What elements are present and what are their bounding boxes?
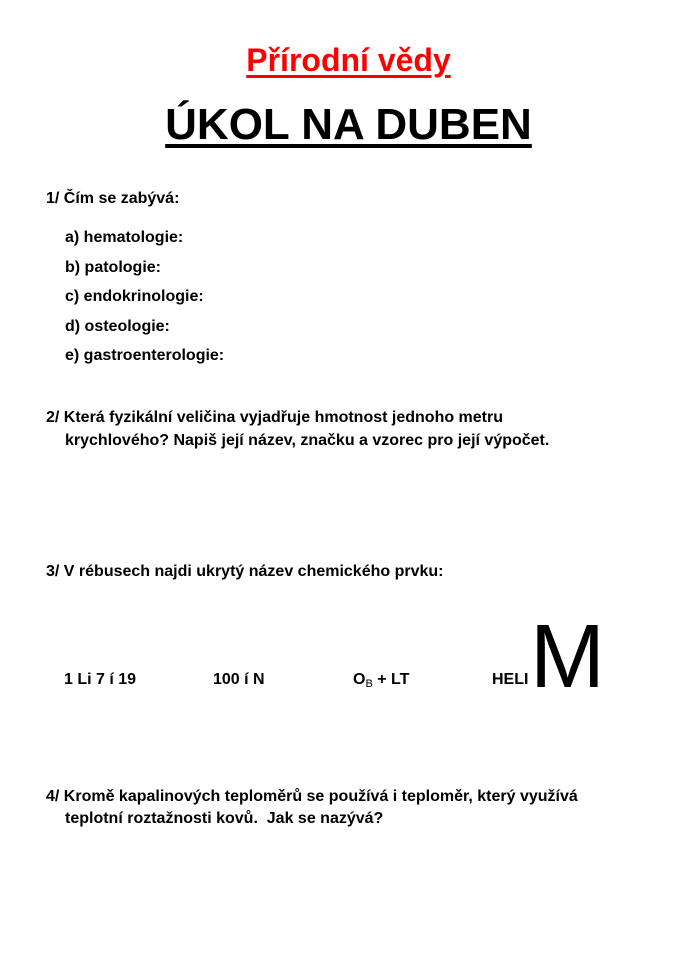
rebus-1: 1 Li 7 í 19 bbox=[64, 671, 137, 688]
rebus-4-big: M bbox=[530, 607, 605, 707]
list-item: e) gastroenterologie: bbox=[65, 347, 225, 364]
question-number: 4/ bbox=[46, 788, 60, 805]
question-number: 1/ bbox=[46, 190, 60, 207]
question-text: Čím se zabývá: bbox=[63, 190, 180, 207]
list-item: b) patologie: bbox=[65, 259, 161, 276]
list-item: a) hematologie: bbox=[65, 229, 184, 246]
rebus-3: $O_B$ + LT bbox=[353, 671, 410, 690]
question-text: V rébusech najdi ukrytý název chemického prvku: bbox=[63, 563, 444, 580]
question-text-line-1: Která fyzikální veličina vyjadřuje hmotnost jednoho metru bbox=[63, 409, 504, 426]
rebus-2: 100 í N bbox=[213, 671, 265, 688]
rebus-4-small: HELI bbox=[492, 671, 529, 688]
question-text-line-1: Kromě kapalinových teploměrů se používá i teploměr, který využívá bbox=[63, 788, 578, 805]
subject-heading: Přírodní vědy bbox=[246, 42, 451, 78]
question-text-line-2: krychlového? Napiš její název, značku a vzorec pro její výpočet. bbox=[65, 432, 550, 449]
question-text-line-2: teplotní roztažnosti kovů. Jak se nazývá? bbox=[65, 810, 384, 827]
list-item: d) osteologie: bbox=[65, 318, 170, 335]
list-item: c) endokrinologie: bbox=[65, 288, 204, 305]
question-number: 3/ bbox=[46, 563, 60, 580]
question-number: 2/ bbox=[46, 409, 60, 426]
page-title: ÚKOL NA DUBEN bbox=[165, 100, 532, 149]
